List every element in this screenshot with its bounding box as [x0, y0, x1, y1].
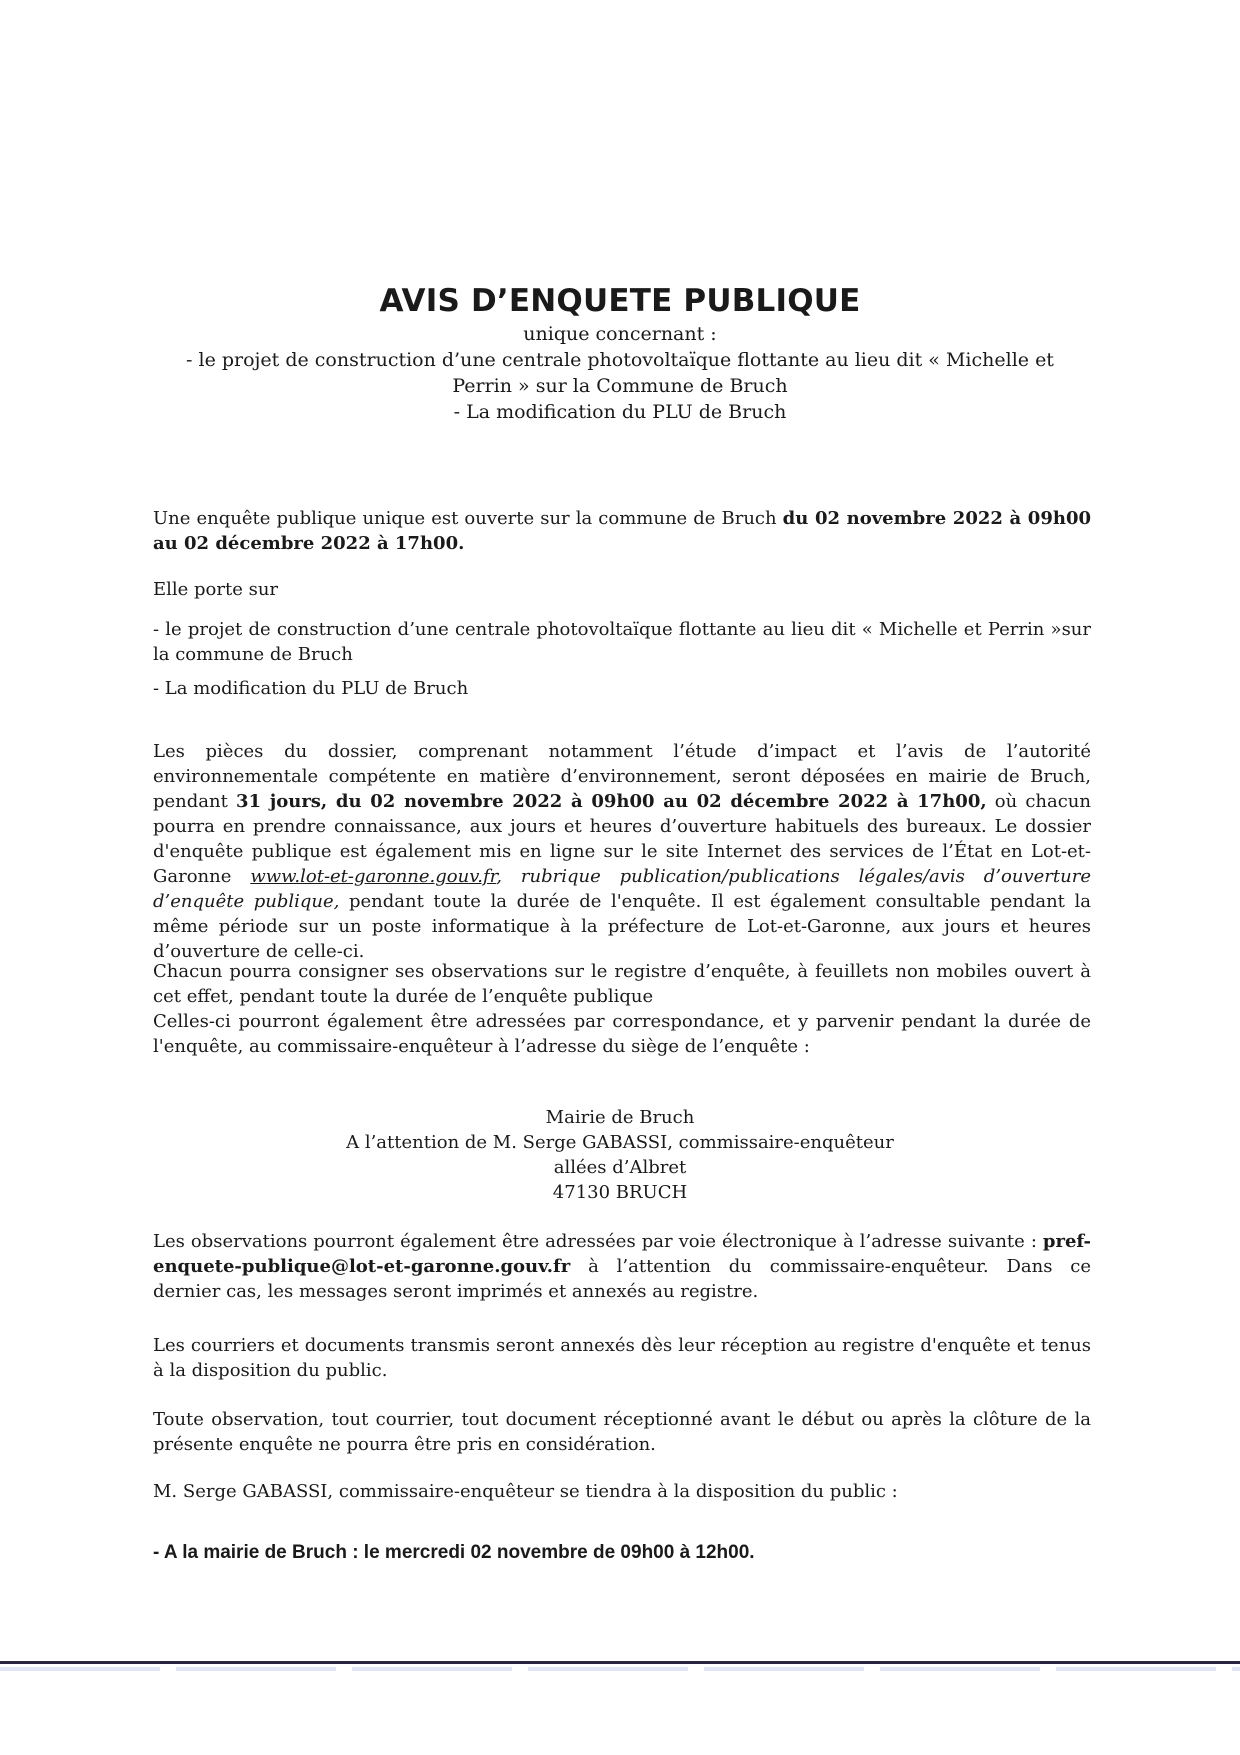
dossier-text: où chacun pourra en prendre connaissance, aux jours et heures d’ouverture habituels des bureaux. Le dossier d'enquête publique est également mis en ligne sur le site Internet des services de l’État en Lot-et-Garonne [153, 791, 1091, 887]
observations-line: Chacun pourra consigner ses observations sur le registre d’enquête, à feuillets non mobiles ouvert à cet effet, pendant toute la durée de l’enquête publique [153, 961, 1091, 1007]
dossier-text: pendant toute la durée de l'enquête. Il est également consultable pendant la même période sur un poste informatique à la préfecture de Lot-et-Garonne, aux jours et heures d’ouverture de celle-ci. [153, 891, 1091, 962]
intro-dates: du 02 novembre 2022 à 09h00 au 02 décembre 2022 à 17h00. [153, 508, 1091, 554]
email-paragraph [153, 1229, 1091, 1304]
subtitle-line: unique concernant : [523, 323, 717, 345]
scope-heading: Elle porte sur [153, 579, 279, 600]
commissaire-paragraph: M. Serge GABASSI, commissaire-enquêteur se tiendra à la disposition du public : [153, 1481, 898, 1502]
dossier-duration: 31 jours, du 02 novembre 2022 à 09h00 au 02 décembre 2022 à 17h00, [235, 791, 987, 812]
footer-rule-shadow [0, 1667, 1240, 1671]
permanence-line: - A la mairie de Bruch : le mercredi 02 novembre de 09h00 à 12h00. [153, 1542, 755, 1563]
intro-text: Une enquête publique unique est ouverte sur la commune de Bruch [153, 508, 783, 529]
dossier-text: Les pièces du dossier, comprenant notamment l’étude d’impact et l’avis de l’autorité environnementale compétente en matière d’environnement, seront déposées en mairie de Bruch, pendant [153, 741, 1091, 812]
email-text: à l’attention du commissaire-enquêteur. Dans ce dernier cas, les messages seront imprimés et annexés au registre. [153, 1256, 1091, 1302]
scope-item-plu: - La modification du PLU de Bruch [153, 678, 469, 699]
courriers-paragraph: Les courriers et documents transmis seront annexés dès leur réception au registre d'enquête et tenus à la disposition du public. [153, 1335, 1091, 1381]
toute-observation-paragraph: Toute observation, tout courrier, tout document réceptionné avant le début ou après la clôture de la présente enquête ne pourra être pris en considération. [153, 1409, 1091, 1455]
address-line: 47130 BRUCH [552, 1182, 688, 1203]
dossier-paragraph [153, 739, 1091, 964]
subtitle-line: Perrin » sur la Commune de Bruch [452, 375, 788, 397]
observations-line: Celles-ci pourront également être adressées par correspondance, et y parvenir pendant la durée de l'enquête, au commissaire-enquêteur à l’adresse du siège de l’enquête : [153, 1011, 1091, 1057]
scope-item-project: - le projet de construction d’une centrale photovoltaïque flottante au lieu dit « Michelle et Perrin »sur la commune de Bruch [153, 619, 1091, 665]
subtitle [170, 321, 1070, 425]
footer-rule [0, 1661, 1240, 1664]
address-line: Mairie de Bruch [545, 1107, 695, 1128]
intro-paragraph [153, 506, 1091, 556]
email-address[interactable]: pref-enquete-publique@lot-et-garonne.gouv.fr [153, 1231, 1091, 1277]
subtitle-line: - La modification du PLU de Bruch [453, 401, 787, 423]
document-title: AVIS D’ENQUETE PUBLIQUE [379, 283, 861, 319]
observations-paragraph [153, 959, 1091, 1059]
address-line: A l’attention de M. Serge GABASSI, commissaire-enquêteur [346, 1132, 894, 1153]
postal-address [0, 1105, 1240, 1205]
dossier-rubrique: , rubrique publication/publications légales/avis d’ouverture d’enquête publique, [153, 866, 1091, 912]
email-text: Les observations pourront également être adressées par voie électronique à l’adresse suivante : [153, 1231, 1043, 1252]
address-line: allées d’Albret [553, 1157, 687, 1178]
website-link[interactable]: www.lot-et-garonne.gouv.fr [250, 866, 497, 887]
subtitle-line: - le projet de construction d’une centrale photovoltaïque flottante au lieu dit « Michelle et [186, 349, 1054, 371]
